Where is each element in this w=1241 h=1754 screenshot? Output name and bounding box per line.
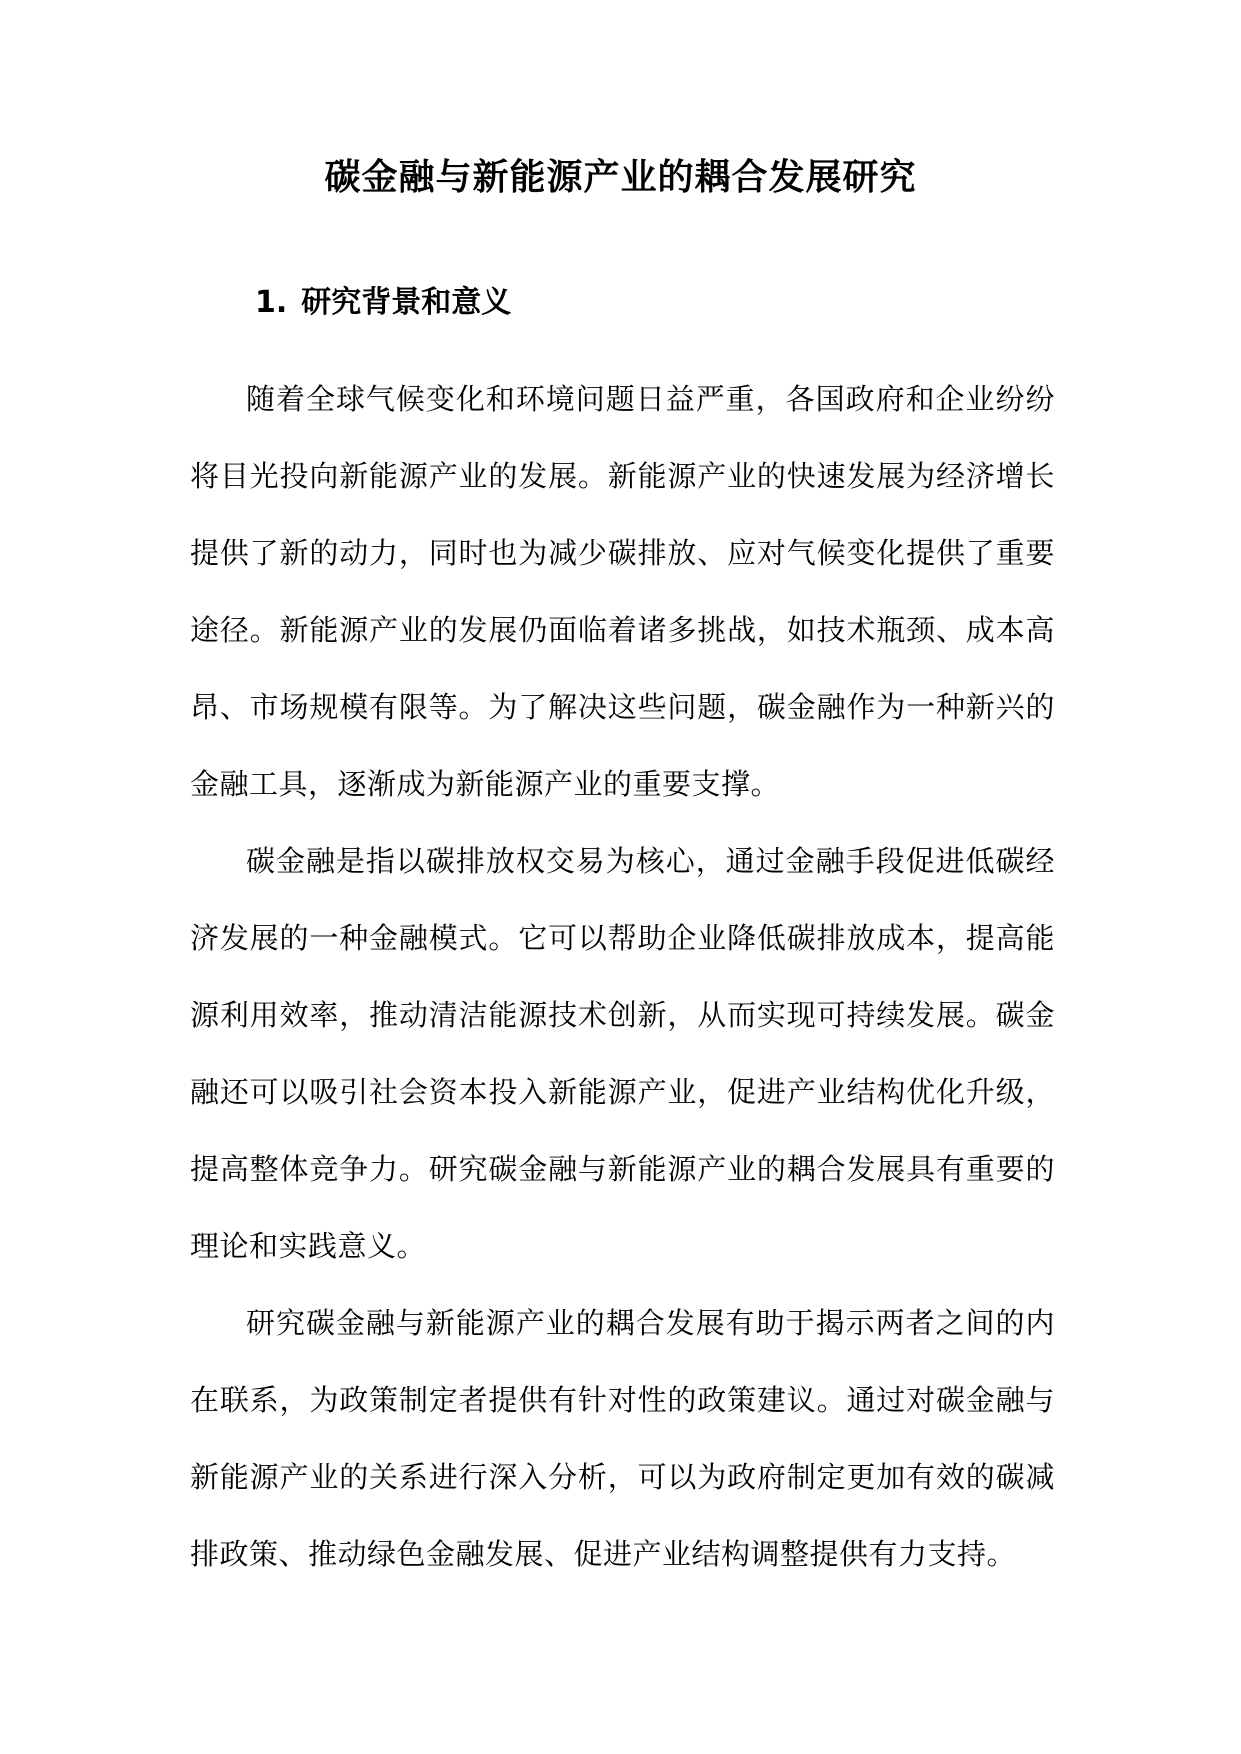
document-title: 碳金融与新能源产业的耦合发展研究: [324, 157, 917, 198]
section-body: [190, 361, 1055, 1593]
paragraph-background: 随着全球气候变化和环境问题日益严重，各国政府和企业纷纷将目光投向新能源产业的发展。新能源产业的快速发展为经济增长提供了新的动力，同时也为减少碳排放、应对气候变化提供了重要途径。新能源产业的发展仍面临着诸多挑战，如技术瓶颈、成本高昂、市场规模有限等。为了解决这些问题，碳金融作为一种新兴的金融工具，逐渐成为新能源产业的重要支撑。: [190, 382, 1055, 801]
paragraph-carbon-finance-definition: 碳金融是指以碳排放权交易为核心，通过金融手段促进低碳经济发展的一种金融模式。它可以帮助企业降低碳排放成本，提高能源利用效率，推动清洁能源技术创新，从而实现可持续发展。碳金融还可以吸引社会资本投入新能源产业，促进产业结构优化升级，提高整体竞争力。研究碳金融与新能源产业的耦合发展具有重要的理论和实践意义。: [190, 844, 1055, 1263]
section-heading: [255, 276, 511, 330]
section-number: 1.: [255, 285, 288, 320]
paragraph-research-significance: 研究碳金融与新能源产业的耦合发展有助于揭示两者之间的内在联系，为政策制定者提供有针对性的政策建议。通过对碳金融与新能源产业的关系进行深入分析，可以为政府制定更加有效的碳减排政策、推动绿色金融发展、促进产业结构调整提供有力支持。: [190, 1306, 1055, 1571]
section-heading-text: 研究背景和意义: [301, 285, 512, 320]
